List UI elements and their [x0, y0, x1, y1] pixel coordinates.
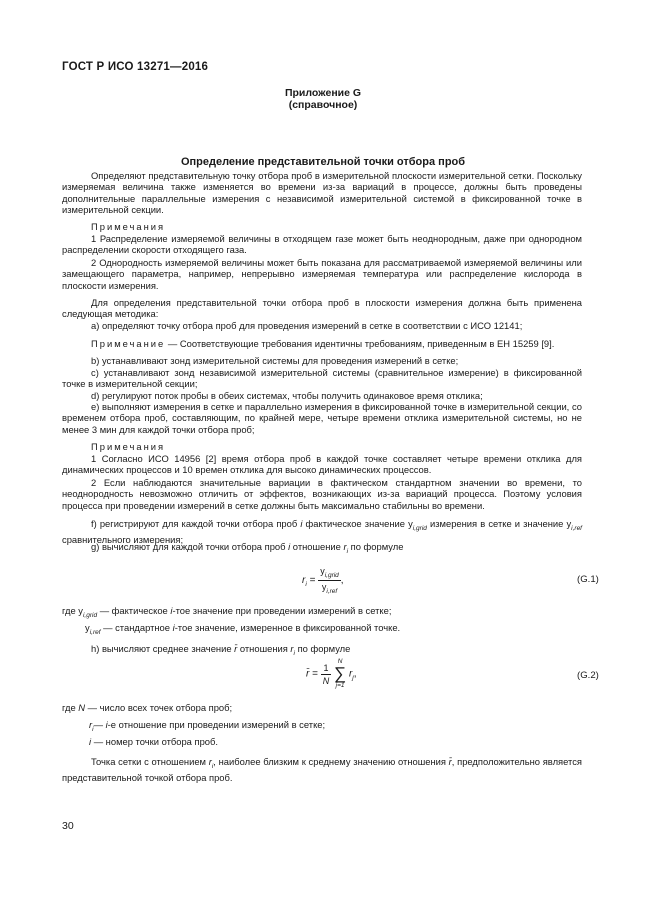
- note2-2: 2 Если наблюдаются значительные вариации в фактическом стандартном значении во времени, то неоднородность невозможно отличить от эффектов, возникающих из-за вариаций процесса. Поэтому условия процесса при проведении измерений в сетке должны быть максимально стабильны во времени.: [62, 477, 582, 511]
- note-a: [62, 338, 582, 349]
- symbol-rbar: r̄: [448, 756, 452, 767]
- equation-g2: r̄ = $\frac{1}{N}$ N ∑ j=1 $r_j$,: [306, 658, 357, 689]
- symbol-i: i: [170, 605, 173, 616]
- fraction: [318, 566, 341, 595]
- step-f-text: f) регистрируют для каждой точки отбора проб: [91, 518, 301, 529]
- section-title: Определение представительной точки отбора проб: [180, 156, 466, 168]
- symbol-i: i: [172, 622, 175, 633]
- subscript-ref: i,ref: [571, 524, 582, 532]
- where-text: -тое значение при проведении измерений в сетке;: [172, 605, 392, 616]
- conclusion-text: Точка сетки с отношением: [91, 756, 209, 767]
- symbol-y: y: [85, 622, 90, 633]
- step-f-text: измерения в сетке и значение: [426, 518, 567, 529]
- step-f-text: сравнительного измерения;: [62, 534, 184, 546]
- symbol-rbar: r̄: [234, 643, 238, 654]
- step-g: [62, 541, 582, 557]
- symbol-r: r: [89, 719, 93, 730]
- standard-header: ГОСТ Р ИСО 13271—2016: [62, 61, 209, 73]
- page-number: 30: [62, 820, 74, 832]
- subscript-i: i: [346, 547, 349, 555]
- symbol-N: N: [322, 675, 330, 686]
- step-h: [62, 643, 582, 659]
- note2-1: 1 Согласно ИСО 14956 [2] время отбора проб в каждой точке составляет четыре времени отклика для динамических процессов и 10 времен отклика для высоко динамических процессов.: [62, 453, 582, 476]
- note-a-text: — Соответствующие требования идентичны требованиям, приведенным в ЕН 15259 [9].: [165, 338, 555, 349]
- sum-upper-limit: N: [337, 658, 343, 665]
- symbol-y: y: [78, 605, 83, 616]
- subscript-ref: i,ref: [326, 587, 338, 595]
- notes2-heading: Примечания: [91, 441, 166, 452]
- subscript-i: i: [211, 762, 214, 770]
- symbol-N: N: [78, 702, 86, 713]
- symbol-y: y: [321, 581, 327, 592]
- where-text: — фактическое: [99, 605, 171, 616]
- step-h-text: по формуле: [295, 643, 351, 654]
- note-a-head: Примечание: [91, 338, 166, 349]
- subscript-j: j: [352, 674, 354, 682]
- symbol-y: y: [320, 566, 325, 576]
- step-d: d) регулируют поток пробы в обеих системах, чтобы получить одинаковое время отклика;: [91, 390, 483, 401]
- step-c: с) устанавливают зонд независимой измерительной системы (сравнительное измерение) в фиксированной точке в измерительной секции;: [62, 367, 582, 390]
- step-h-text: отношения: [237, 643, 291, 654]
- fraction: [321, 663, 332, 686]
- step-e: е) выполняют измерения в сетке и параллельно измерения в фиксированной точке в измерительной секции, со временем отбора проб, составляющим, по крайней мере, четыре времени отклика измерительной системы, но не менее 3 мин для каждой точки отбора проб;: [62, 401, 582, 435]
- step-g-text: по формуле: [348, 541, 404, 552]
- paragraph-conclusion: [62, 756, 582, 784]
- note-2: 2 Однородность измеряемой величины может быть показана для рассматриваемой измеряемой величины или замещающего параметра, например, непрерывно измеряемая температура или распределение кислорода в плоскости измерения.: [62, 257, 582, 291]
- conclusion-text: , предположительно является представительной точкой отбора проб.: [62, 756, 582, 784]
- equation-g1: $r_i$ = $\frac{y_{i,grid}}{y_{i,ref}}$ ,: [302, 566, 344, 595]
- where-text: -е отношение при проведении измерений в сетке;: [107, 719, 326, 730]
- step-g-text: g) вычисляют для каждой точки отбора проб: [91, 541, 289, 552]
- symbol-i: i: [105, 719, 108, 730]
- equation-label-g2: (G.2): [577, 670, 599, 681]
- symbol-r: r: [348, 668, 353, 680]
- symbol-r: r: [290, 643, 294, 654]
- subscript-grid: i,grid: [412, 524, 427, 532]
- subscript-grid: i,grid: [82, 611, 98, 619]
- symbol-i: i: [288, 541, 291, 552]
- step-f-text: фактическое значение: [302, 518, 409, 529]
- symbol-y: y: [566, 518, 572, 529]
- step-h-text: h) вычисляют среднее значение: [91, 643, 235, 654]
- where-block-1: [62, 605, 391, 621]
- annex-type: (справочное): [288, 99, 358, 111]
- sum-sign: N ∑ j=1: [334, 658, 347, 689]
- numerator-one: 1: [323, 662, 329, 673]
- symbol-i: i: [300, 518, 303, 529]
- paragraph-intro: Определяют представительную точку отбора проб в измерительной плоскости измерительной сетки. Поскольку измеряемая величина также изменяется во времени из-за вариаций в процессе, должны быть проведены дополнительные параллельные измерения с независимой измерительной системой в фиксированной точке в измерительной секции.: [62, 170, 582, 216]
- note-1: 1 Распределение измеряемой величины в отходящем газе может быть неоднородным, даже при однородном распределении скорости отходящего газа.: [62, 233, 582, 256]
- where-block-2-line3: [89, 736, 218, 747]
- where-text: -тое значение, измеренное в фиксированной точке.: [174, 622, 401, 633]
- where-text: — номер точки отбора проб.: [91, 736, 218, 747]
- where-text: —: [93, 719, 106, 730]
- where-lead: где: [62, 605, 76, 616]
- subscript-i: i: [92, 725, 94, 733]
- where-lead: где: [62, 702, 76, 713]
- step-b: b) устанавливают зонд измерительной системы для проведения измерений в сетке;: [91, 355, 459, 366]
- symbol-r: r: [208, 756, 212, 767]
- subscript-ref: i,ref: [89, 628, 101, 636]
- symbol-y: y: [408, 518, 413, 529]
- step-g-text: отношение: [290, 541, 344, 552]
- notes-heading: Примечания: [91, 221, 166, 232]
- subscript-i: i: [293, 649, 295, 657]
- conclusion-text: , наиболее близким к среднему значению отношения: [213, 756, 449, 767]
- symbol-r: r: [302, 574, 306, 586]
- where-text: — стандартное: [103, 622, 173, 633]
- symbol-i: i: [89, 736, 92, 747]
- subscript-i: i: [305, 580, 307, 588]
- step-a: а) определяют точку отбора проб для проведения измерений в сетке в соответствии с ИСО 12141;: [91, 320, 523, 331]
- paragraph-method: Для определения представительной точки отбора проб в плоскости измерения должна быть применена следующая методика:: [62, 297, 582, 320]
- where-text: — число всех точек отбора проб;: [85, 702, 233, 713]
- subscript-grid: i,grid: [324, 571, 339, 579]
- annex-title: Приложение G: [284, 87, 362, 99]
- symbol-rbar: r̄: [306, 668, 310, 680]
- where-block-2-line2: [89, 719, 325, 735]
- symbol-r: r: [343, 541, 347, 552]
- sum-lower-limit: j=1: [335, 682, 345, 689]
- where-block-1-line2: [85, 622, 400, 638]
- equation-label-g1: (G.1): [577, 574, 599, 585]
- where-block-2: [62, 702, 232, 713]
